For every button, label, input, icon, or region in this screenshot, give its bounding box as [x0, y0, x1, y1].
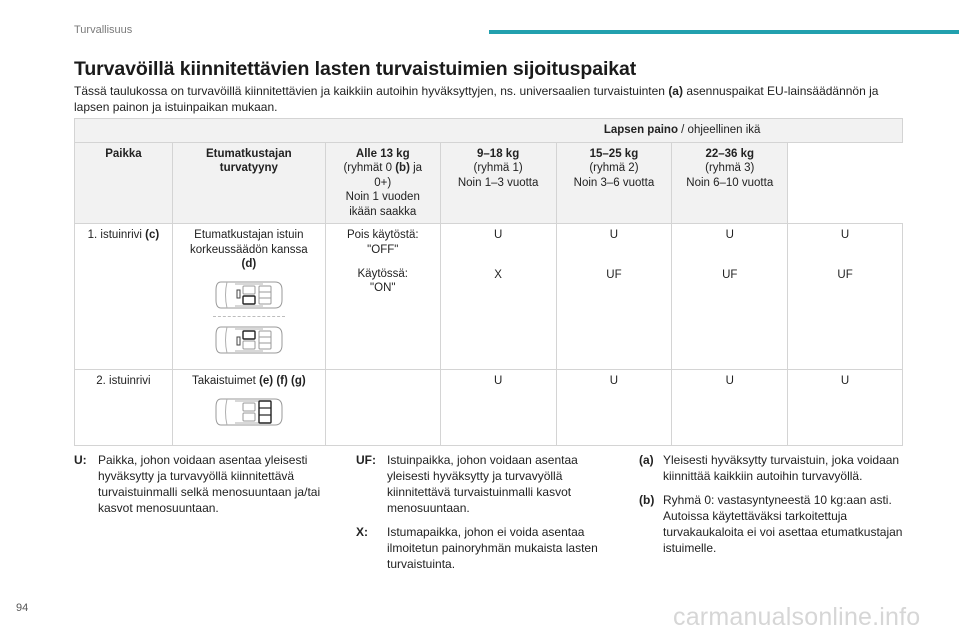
airbag-state-on: Käytössä: "ON" [325, 264, 440, 370]
diagram-separator [213, 316, 285, 317]
col-header-group-2: 15–25 kg (ryhmä 2) Noin 3–6 vuotta [556, 142, 672, 224]
intro-paragraph: Tässä taulukossa on turvavöillä kiinnitettävien ja kaikkiin autoihin hyväksyttyjen, ns. universaalien turvaistuinten (a) asennuspaikat EU-lainsäädännön ja lapsen painon ja istuinpaikan mukaan. [74, 84, 879, 114]
legend-item-x: X: Istumapaikka, johon ei voida asentaa ilmoitetun painoryhmän mukaista lasten turvaistuinta. [356, 525, 598, 571]
header-accent-bar [489, 30, 959, 34]
legend-column-2 [356, 452, 606, 580]
cell-rear-1: U [556, 370, 672, 446]
section-label: Turvallisuus [74, 24, 133, 36]
seat-cell-rear: Takaistuimet (e) (f) (g) [172, 370, 325, 446]
legend-item-uf: UF: Istuinpaikka, johon voidaan asentaa yleisesti hyväksytty ja turvavyöllä kiinnitettävä turvaistuinmalli kasvot menosuuntaan. [356, 453, 578, 515]
row-label-rear: 2. istuinrivi [75, 370, 173, 446]
legend-column-1 [74, 452, 332, 524]
col-header-place: Paikka [75, 142, 173, 224]
cell-rear-2: U [672, 370, 788, 446]
col-header-group-1: 9–18 kg (ryhmä 1) Noin 1–3 vuotta [440, 142, 556, 224]
seat-cell-front: Etumatkustajan istuin korkeussäädön kanssa (d) [172, 224, 325, 370]
cell-front-off-3: U [788, 224, 903, 264]
watermark: carmanualsonline.info [673, 603, 921, 631]
legend-item-a: (a) Yleisesti hyväksytty turvaistuin, joka voidaan kiinnittää kaikkiin autoihin turvavyöllä. [639, 453, 900, 483]
page-number: 94 [16, 602, 29, 614]
page-title: Turvavöillä kiinnitettävien lasten turvaistuimien sijoituspaikat [74, 58, 637, 80]
table-header-row-weight [75, 119, 903, 143]
airbag-state-rear [325, 370, 440, 446]
cell-front-on-1: UF [556, 264, 672, 370]
car-seat-rear-diagram-icon [213, 395, 285, 429]
cell-rear-3: U [788, 370, 903, 446]
table-row-rear [75, 370, 903, 446]
cell-front-on-2: UF [672, 264, 788, 370]
cell-rear-0: U [440, 370, 556, 446]
cell-front-off-0: U [440, 224, 556, 264]
child-seat-table [74, 118, 903, 446]
child-weight-header: Lapsen paino / ohjeellinen ikä [325, 119, 902, 143]
table-header-row-groups [75, 142, 903, 224]
col-header-group-0: Alle 13 kg (ryhmät 0 (b) ja 0+) Noin 1 vuoden ikään saakka [325, 142, 440, 224]
cell-front-on-3: UF [788, 264, 903, 370]
cell-front-off-2: U [672, 224, 788, 264]
col-header-group-3: 22–36 kg (ryhmä 3) Noin 6–10 vuotta [672, 142, 788, 224]
row-label-front: 1. istuinrivi (c) [75, 224, 173, 370]
legend-item-u: U: Paikka, johon voidaan asentaa yleisesti hyväksytty ja turvavyöllä kiinnitettävä turvaistuinmalli selkä menosuuntaan ja/tai kasvot menosuuntaan. [74, 453, 321, 515]
airbag-state-off: Pois käytöstä: "OFF" [325, 224, 440, 264]
car-seat-front-diagram-icon-2 [213, 323, 285, 357]
col-header-airbag: Etumatkustajan turvatyyny [172, 142, 325, 224]
car-seat-front-diagram-icon [213, 278, 285, 312]
legend-item-b: (b) Ryhmä 0: vastasyntyneestä 10 kg:aan asti. Autoissa käytettäväksi tarkoitettuja turvakaukaloita ei voi asettaa etumatkustajan istuimelle. [639, 493, 903, 555]
cell-front-on-0: X [440, 264, 556, 370]
legend-column-3 [639, 452, 905, 564]
table-row-front-off [75, 224, 903, 264]
cell-front-off-1: U [556, 224, 672, 264]
